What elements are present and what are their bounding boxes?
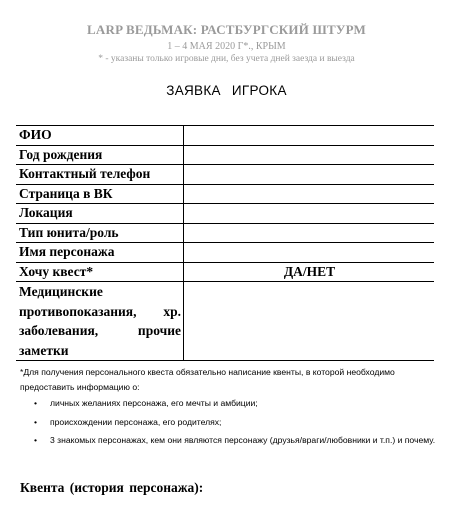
- list-item-text: личных желаниях персонажа, его мечты и амбиции;: [50, 398, 258, 408]
- list-item: [20, 415, 436, 430]
- field-label-medical-notes: Медицинские противопоказания, хр. заболевания, прочие заметки: [16, 282, 184, 361]
- field-label-phone: Контактный телефон: [16, 165, 184, 185]
- form-row-birth-year: [16, 145, 434, 165]
- list-item-text: 3 знакомых персонажах, кем они являются персонажу (друзья/враги/любовники и т.п.) и почему.: [50, 435, 436, 445]
- quest-notes: [20, 365, 436, 452]
- field-value-medical-notes[interactable]: [184, 282, 435, 361]
- event-dates-note: * - указаны только игровые дни, без учета дней заезда и выезда: [98, 54, 355, 64]
- field-label-character-name: Имя персонажа: [16, 243, 184, 263]
- field-value-location[interactable]: [184, 204, 435, 224]
- form-row-want-quest: [16, 262, 434, 282]
- event-header: [0, 22, 453, 65]
- form-row-medical-notes: [16, 282, 434, 361]
- quest-requirements-list: [20, 396, 436, 448]
- bullet-icon: •: [34, 398, 38, 408]
- application-form-table: [16, 125, 434, 361]
- list-item: [20, 396, 436, 411]
- form-row-character-name: [16, 243, 434, 263]
- field-value-birth-year[interactable]: [184, 145, 435, 165]
- field-value-vk-page[interactable]: [184, 184, 435, 204]
- field-label-location: Локация: [16, 204, 184, 224]
- field-label-want-quest: Хочу квест*: [16, 262, 184, 282]
- form-row-phone: [16, 165, 434, 185]
- bullet-icon: •: [34, 435, 38, 445]
- form-row-location: [16, 204, 434, 224]
- list-item-text: происхождении персонажа, его родителях;: [50, 416, 222, 427]
- form-row-vk-page: [16, 184, 434, 204]
- field-value-phone[interactable]: [184, 165, 435, 185]
- field-value-full-name[interactable]: [184, 126, 435, 146]
- quest-notes-intro: *Для получения персонального квеста обязательно написание квенты, в которой необходимо предоставить информацию о:: [20, 367, 395, 392]
- event-dates: 1 – 4 МАЯ 2020 Г*., КРЫМ: [167, 41, 286, 52]
- story-heading: Квента (история персонажа):: [20, 480, 204, 495]
- field-value-unit-role[interactable]: [184, 223, 435, 243]
- list-item: [20, 433, 436, 448]
- form-row-unit-role: [16, 223, 434, 243]
- field-value-character-name[interactable]: [184, 243, 435, 263]
- field-label-birth-year: Год рождения: [16, 145, 184, 165]
- field-label-vk-page: Страница в ВК: [16, 184, 184, 204]
- event-title: LARP ВЕДЬМАК: РАСТБУРГСКИЙ ШТУРМ: [87, 22, 366, 37]
- field-label-full-name: ФИО: [16, 126, 184, 146]
- bullet-icon: •: [34, 416, 38, 427]
- form-row-full-name: [16, 126, 434, 146]
- field-value-want-quest[interactable]: ДА/НЕТ: [184, 262, 435, 282]
- form-title: ЗАЯВКА ИГРОКА: [166, 83, 287, 98]
- field-label-unit-role: Тип юнита/роль: [16, 223, 184, 243]
